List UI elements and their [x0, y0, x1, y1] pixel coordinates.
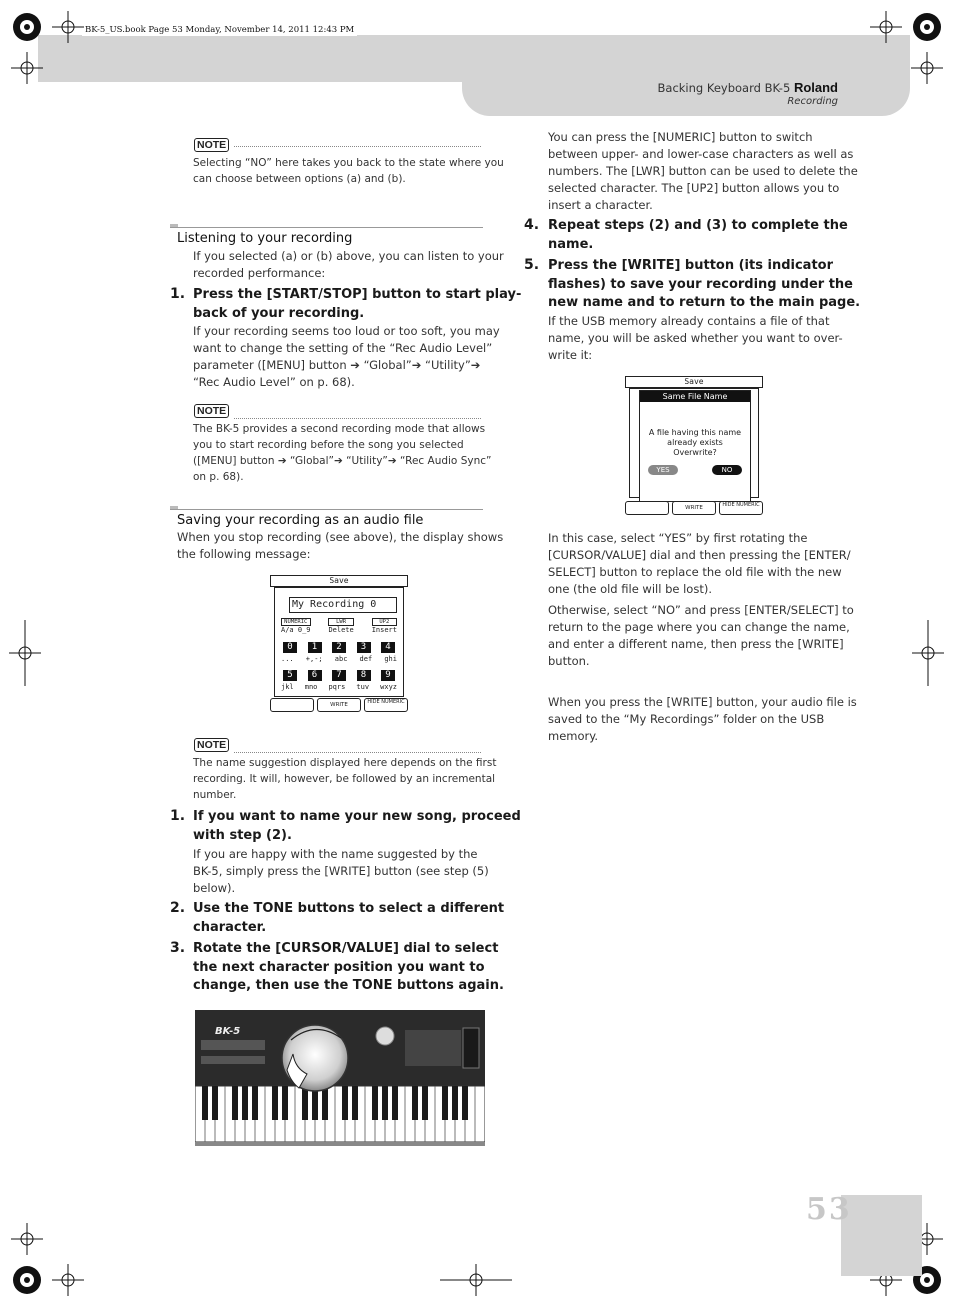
crosshair-mark [912, 620, 944, 686]
crosshair-mark [9, 620, 41, 686]
step-name-song: If you want to name your new song, proceed with step (2). [193, 809, 521, 843]
note-badge: NOTE [194, 738, 229, 752]
note-1: Selecting “NO” here takes you back to the state where you can choose between options (a) and (b). [193, 157, 504, 185]
section-heading-saving: Saving your recording as an audio file [177, 513, 424, 528]
step-number: 1. [170, 286, 186, 302]
softkey-hide-numeric: HIDE NUMERIC [719, 501, 763, 515]
dialog-title: Same File Name [640, 391, 750, 402]
step-number: 4. [524, 217, 540, 233]
lcd-title: Save [270, 575, 408, 587]
char-row-1: ... +,-; abc def ghi [281, 655, 397, 663]
softkey-blank [270, 698, 314, 712]
overwrite-dialog [639, 390, 751, 502]
note-2: The BK-5 provides a second recording mode that allows you to start recording before the song you selected ([MENU] button ➔ “Global”➔ “Utility”➔ “Rec Audio Sync” on p. 68). [193, 423, 492, 483]
lcd-softkeys [625, 501, 763, 515]
intro-saving: When you stop recording (see above), the display shows the following message: [177, 530, 504, 561]
crosshair-mark [870, 11, 902, 43]
note-divider [234, 752, 481, 753]
lcd-title: Save [625, 376, 763, 388]
paragraph-no: Otherwise, select “NO” and press [ENTER/SELECT] to return to the page where you can change the name, and enter a different name, then press the [WRITE] button. [548, 603, 854, 668]
page-number-box [841, 1195, 922, 1276]
softkey-write: WRITE [672, 501, 716, 515]
step-number: 5. [524, 257, 540, 273]
section-name: Recording [787, 96, 838, 107]
softkey-hide-numeric: HIDE NUMERIC [364, 698, 408, 712]
crosshair-mark [11, 52, 43, 84]
lcd-key-lwr: LWR Delete [328, 619, 354, 634]
softkey-write: WRITE [317, 698, 361, 712]
step-write: Press the [WRITE] button (its indicator flashes) to save your recording under the new name and to return to the main page. [548, 258, 861, 310]
paragraph-yes: In this case, select “YES” by first rotating the [CURSOR/VALUE] dial and then pressing the [ENTER/ SELECT] button to replace the old file with the new one (the old file will be lost). [548, 531, 851, 596]
step-repeat: Repeat steps (2) and (3) to complete the name. [548, 218, 848, 252]
lcd-key-up2: UP2 Insert [371, 619, 397, 634]
paragraph-saved: When you press the [WRITE] button, your audio file is saved to the “My Recordings” folder on the USB memory. [548, 695, 857, 743]
paragraph-numeric: You can press the [NUMERIC] button to switch between upper- and lower-case characters as well as numbers. The [LWR] button can be used to delete the selected character. The [UP2] button allows you to insert a character. [548, 130, 858, 212]
dialog-no-button: NO [712, 465, 742, 475]
lcd-button-row [281, 618, 397, 634]
lcd-save-screen [270, 575, 408, 713]
section-rule [170, 227, 483, 228]
step-tone-buttons: Use the TONE buttons to select a different character. [193, 901, 505, 935]
note-badge: NOTE [194, 138, 229, 152]
lcd-panel [274, 587, 404, 697]
softkey-blank [625, 501, 669, 515]
step-write-body: If the USB memory already contains a file of that name, you will be asked whether you want to over- write it: [548, 314, 843, 362]
section-heading-listening: Listening to your recording [177, 231, 353, 246]
product-name: Backing Keyboard BK-5 [657, 81, 791, 95]
crosshair-mark [11, 1223, 43, 1255]
note-divider [234, 146, 481, 147]
intro-listening: If you selected (a) or (b) above, you can listen to your recorded performance: [193, 249, 504, 280]
crosshair-mark [911, 52, 943, 84]
digit-row-2: 5 6 7 8 9 [283, 670, 395, 681]
keyboard-illustration [195, 1010, 485, 1146]
dialog-message: A file having this name already exists Overwrite? [648, 428, 742, 457]
step-number: 1. [170, 808, 186, 824]
keyboard-logo: BK-5 [215, 1026, 241, 1037]
lcd-softkeys [270, 698, 408, 712]
step-start-stop: Press the [START/STOP] button to start play- back of your recording. [193, 287, 522, 321]
lcd-key-numeric: NUMERIC A/a 0_9 [281, 619, 311, 634]
note-badge: NOTE [194, 404, 229, 418]
digit-row-1: 0 1 2 3 4 [283, 642, 395, 653]
step-number: 2. [170, 900, 186, 916]
brand-logo: Roland [793, 80, 838, 95]
step-name-song-body: If you are happy with the name suggested by the BK-5, simply press the [WRITE] button (see step (5) below). [193, 847, 489, 895]
step-rotate-dial: Rotate the [CURSOR/VALUE] dial to select the next character position you want to change, then use the TONE buttons again. [193, 941, 504, 993]
file-label: BK-5_US.book Page 53 Monday, November 14, 2011 12:43 PM [82, 24, 357, 36]
name-field: My Recording 0 [289, 597, 397, 613]
note-3: The name suggestion displayed here depends on the first recording. It will, however, be followed by an incremental number. [193, 757, 497, 801]
dialog-yes-button: YES [648, 465, 678, 475]
crosshair-mark [52, 11, 84, 43]
step-start-stop-body: If your recording seems too loud or too soft, you may want to change the setting of the “Rec Audio Level” parameter ([MENU] button ➔ “Global”➔ “Utility”➔ “Rec Audio Level” on p. 68). [193, 324, 500, 389]
section-rule [170, 509, 483, 510]
lcd-overwrite-screen [625, 376, 763, 516]
step-number: 3. [170, 940, 186, 956]
crosshair-mark [52, 1264, 84, 1296]
page-number: 53 [806, 1192, 852, 1227]
crosshair-mark [440, 1264, 512, 1296]
char-row-2: jkl mno pqrs tuv wxyz [281, 683, 397, 691]
note-divider [234, 418, 481, 419]
